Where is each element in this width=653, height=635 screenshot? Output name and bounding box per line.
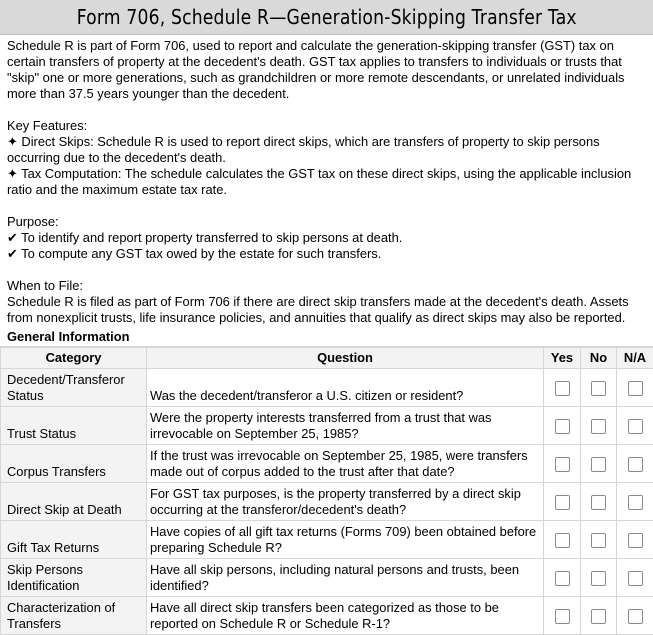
no-checkbox[interactable]	[591, 533, 606, 548]
no-cell	[581, 407, 617, 445]
question-cell: Were the property interests transferred from a trust that was irrevocable on September 25, 1985?	[147, 407, 544, 445]
yes-checkbox[interactable]	[555, 457, 570, 472]
yes-checkbox[interactable]	[555, 381, 570, 396]
category-cell: Gift Tax Returns	[1, 521, 147, 559]
no-checkbox[interactable]	[591, 571, 606, 586]
yes-column-header: Yes	[544, 348, 581, 369]
question-cell: Was the decedent/transferor a U.S. citizen or resident?	[147, 369, 544, 407]
yes-cell	[544, 559, 581, 597]
key-feature-item: ✦ Tax Computation: The schedule calculates the GST tax on these direct skips, using the applicable inclusion ratio and the maximum estate tax rate.	[7, 166, 652, 198]
category-cell: Corpus Transfers	[1, 445, 147, 483]
page-title: Form 706, Schedule R—Generation-Skipping Transfer Tax	[76, 5, 576, 29]
na-cell	[617, 521, 653, 559]
general-information-heading: General Information	[0, 328, 653, 347]
table-row	[1, 521, 653, 559]
question-cell: Have all direct skip transfers been categorized as those to be reported on Schedule R or Schedule R-1?	[147, 597, 544, 635]
no-checkbox[interactable]	[591, 457, 606, 472]
table-row	[1, 407, 653, 445]
table-row	[1, 483, 653, 521]
yes-cell	[544, 521, 581, 559]
purpose-item: ✔ To identify and report property transferred to skip persons at death.	[7, 230, 652, 246]
category-cell: Characterization of Transfers	[1, 597, 147, 635]
no-column-header: No	[581, 348, 617, 369]
table-row	[1, 559, 653, 597]
purpose-item: ✔ To compute any GST tax owed by the estate for such transfers.	[7, 246, 652, 262]
na-checkbox[interactable]	[628, 381, 643, 396]
when-to-file-heading: When to File:	[7, 278, 652, 294]
table-row	[1, 445, 653, 483]
intro-section	[0, 35, 652, 326]
yes-checkbox[interactable]	[555, 571, 570, 586]
when-to-file-text: Schedule R is filed as part of Form 706 if there are direct skip transfers made at the decedent's death. Assets from nonexplicit trusts, life insurance policies, and annuities that qualify as direct skips may also be reported.	[7, 294, 652, 326]
table-row	[1, 597, 653, 635]
yes-checkbox[interactable]	[555, 609, 570, 624]
no-checkbox[interactable]	[591, 609, 606, 624]
intro-description: Schedule R is part of Form 706, used to report and calculate the generation-skipping transfer (GST) tax on certain transfers of property at the decedent's death. GST tax applies to transfers to individuals or trusts that "skip" one or more generations, such as grandchildren or more remote descendants, or unrelated individuals more than 37.5 years younger than the decedent.	[7, 38, 652, 102]
no-checkbox[interactable]	[591, 381, 606, 396]
na-column-header: N/A	[617, 348, 653, 369]
no-cell	[581, 445, 617, 483]
yes-checkbox[interactable]	[555, 495, 570, 510]
no-cell	[581, 521, 617, 559]
na-checkbox[interactable]	[628, 533, 643, 548]
yes-checkbox[interactable]	[555, 533, 570, 548]
table-header-row	[1, 348, 653, 369]
question-cell: For GST tax purposes, is the property transferred by a direct skip occurring at the transferor/decedent's death?	[147, 483, 544, 521]
na-checkbox[interactable]	[628, 495, 643, 510]
yes-checkbox[interactable]	[555, 419, 570, 434]
yes-cell	[544, 445, 581, 483]
question-cell: If the trust was irrevocable on September 25, 1985, were transfers made out of corpus added to the trust after that date?	[147, 445, 544, 483]
key-feature-item: ✦ Direct Skips: Schedule R is used to report direct skips, which are transfers of property to skip persons occurring due to the decedent's death.	[7, 134, 652, 166]
no-cell	[581, 559, 617, 597]
na-cell	[617, 407, 653, 445]
category-cell: Skip Persons Identification	[1, 559, 147, 597]
yes-cell	[544, 369, 581, 407]
no-checkbox[interactable]	[591, 495, 606, 510]
no-cell	[581, 369, 617, 407]
title-bar	[0, 0, 653, 35]
yes-cell	[544, 483, 581, 521]
question-column-header: Question	[147, 348, 544, 369]
category-cell: Decedent/Transferor Status	[1, 369, 147, 407]
purpose-heading: Purpose:	[7, 214, 652, 230]
yes-cell	[544, 407, 581, 445]
yes-cell	[544, 597, 581, 635]
no-cell	[581, 483, 617, 521]
no-cell	[581, 597, 617, 635]
general-information-table	[0, 347, 653, 635]
na-checkbox[interactable]	[628, 609, 643, 624]
na-checkbox[interactable]	[628, 419, 643, 434]
category-column-header: Category	[1, 348, 147, 369]
na-cell	[617, 369, 653, 407]
na-cell	[617, 445, 653, 483]
na-checkbox[interactable]	[628, 571, 643, 586]
key-features-heading: Key Features:	[7, 118, 652, 134]
category-cell: Direct Skip at Death	[1, 483, 147, 521]
na-checkbox[interactable]	[628, 457, 643, 472]
category-cell: Trust Status	[1, 407, 147, 445]
question-cell: Have all skip persons, including natural persons and trusts, been identified?	[147, 559, 544, 597]
na-cell	[617, 483, 653, 521]
no-checkbox[interactable]	[591, 419, 606, 434]
question-cell: Have copies of all gift tax returns (Forms 709) been obtained before preparing Schedule R?	[147, 521, 544, 559]
na-cell	[617, 559, 653, 597]
table-row	[1, 369, 653, 407]
na-cell	[617, 597, 653, 635]
